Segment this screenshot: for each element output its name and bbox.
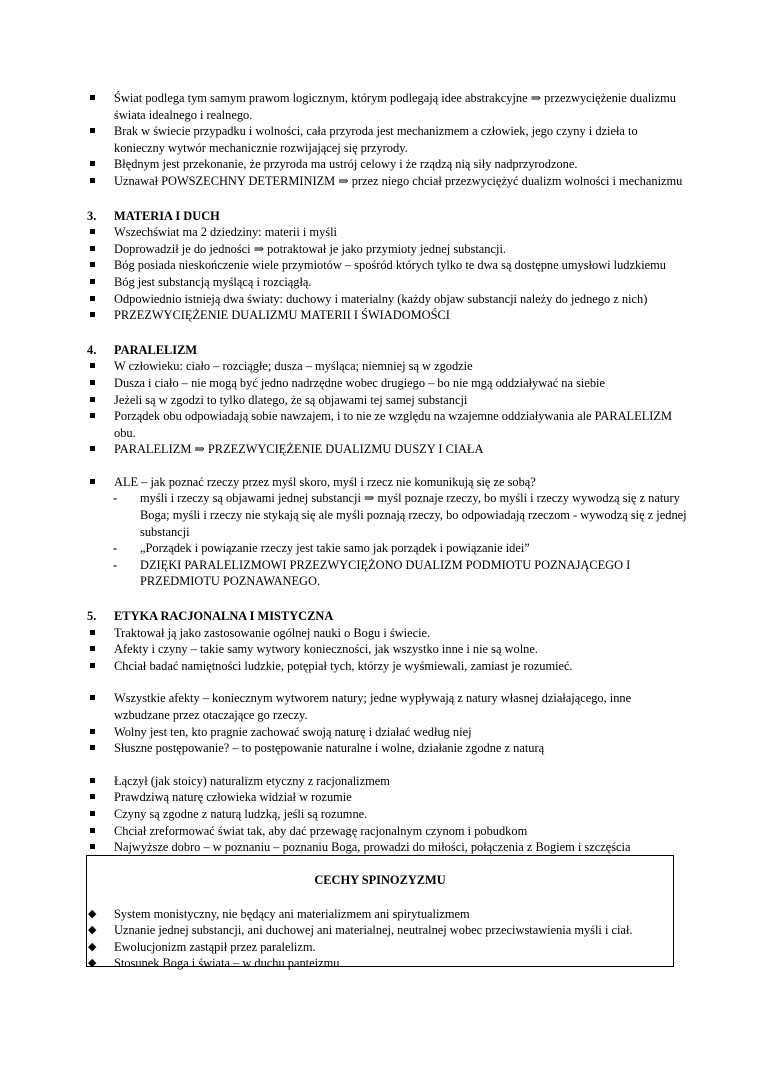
section5-group1: [87, 625, 687, 675]
list-item: Porządek obu odpowiadają sobie nawzajem, i to nie ze względu na wzajemne oddziaływania ale PARALELIZM obu.: [87, 408, 687, 441]
list-item: Czyny są zgodne z naturą ludzką, jeśli są rozumne.: [87, 806, 687, 823]
list-item: Łączył (jak stoicy) naturalizm etyczny z racjonalizmem: [87, 773, 687, 790]
section-heading: [87, 208, 687, 225]
section-heading: [87, 608, 687, 625]
list-item: PRZEZWYCIĘŻENIE DUALIZMU MATERII I ŚWIADOMOŚCI: [87, 307, 687, 324]
section5-group2: [87, 690, 687, 756]
box-list: [87, 906, 673, 972]
list-item: Brak w świecie przypadku i wolności, cała przyroda jest mechanizmem a człowiek, jego czyny i dzieła to konieczny wytwór mechanicznie rozwijającej się przyrody.: [87, 123, 687, 156]
section-title: MATERIA I DUCH: [114, 208, 220, 223]
list-item: Bóg jest substancją myślącą i rozciągłą.: [87, 274, 687, 291]
list-item: Dusza i ciało – nie mogą być jedno nadrzędne wobec drugiego – bo nie mgą oddziaływać na siebie: [87, 375, 687, 392]
list-item: Najwyższe dobro – w poznaniu – poznaniu Boga, prowadzi do miłości, połączenia z Bogiem i szczęścia: [87, 839, 687, 856]
list-item: Uznawał POWSZECHNY DETERMINIZM ⇒ przez niego chciał przezwyciężyć dualizm wolności i mechanizmu: [87, 173, 687, 190]
section3-list: [87, 224, 687, 324]
question-list: [87, 474, 687, 590]
section-number: 3.: [87, 208, 97, 223]
list-item: W człowieku: ciało – rozciągłe; dusza – myśląca; niemniej są w zgodzie: [87, 358, 687, 375]
list-item: Odpowiednio istnieją dwa światy: duchowy i materialny (każdy objaw substancji należy do jednego z nich): [87, 291, 687, 308]
section-number: 5.: [87, 609, 97, 624]
sub-list-item: - DZIĘKI PARALELIZMOWI PRZEZWYCIĘŻONO DUALIZM PODMIOTU POZNAJĄCEGO I PRZEDMIOTU POZNAWANEGO.: [87, 557, 687, 590]
summary-box: [86, 855, 674, 971]
sub-list-item: - „Porządek i powiązanie rzeczy jest takie samo jak porządek i powiązanie idei”: [87, 540, 687, 557]
list-item: ◆ Stosunek Boga i świata – w duchu panteizmu: [87, 955, 673, 972]
list-item: Wolny jest ten, kto pragnie zachować swoją naturę i działać według niej: [87, 724, 687, 741]
list-item: ◆ Ewolucjonizm zastąpił przez paralelizm.: [87, 939, 673, 956]
list-item: ALE – jak poznać rzeczy przez myśl skoro, myśl i rzecz nie komunikują się ze sobą?: [87, 474, 687, 491]
section5-group3: [87, 773, 687, 856]
list-item: PARALELIZM ⇒ PRZEZWYCIĘŻENIE DUALIZMU DUSZY I CIAŁA: [87, 441, 687, 458]
intro-list: [87, 90, 687, 190]
section-title: ETYKA RACJONALNA I MISTYCZNA: [114, 609, 334, 624]
section4-list: [87, 358, 687, 458]
section-title: PARALELIZM: [114, 342, 198, 357]
list-item: Doprowadził je do jedności ⇒ potraktował je jako przymioty jednej substancji.: [87, 241, 687, 258]
list-item: Chciał zreformować świat tak, aby dać przewagę racjonalnym czynom i pobudkom: [87, 823, 687, 840]
list-item: Chciał badać namiętności ludzkie, potępiał tych, którzy je wyśmiewali, zamiast je rozumieć.: [87, 658, 687, 675]
box-title: CECHY SPINOZYZMU: [314, 873, 446, 887]
list-item: ◆ Uznanie jednej substancji, ani duchowej ani materialnej, neutralnej wobec przeciwstawienia myśli i ciał.: [87, 922, 673, 939]
list-item: Błędnym jest przekonanie, że przyroda ma ustrój celowy i że rządzą nią siły nadprzyrodzone.: [87, 156, 687, 173]
document-body: [87, 90, 687, 856]
list-item: Świat podlega tym samym prawom logicznym, którym podlegają idee abstrakcyjne ⇒ przezwyciężenie dualizmu świata idealnego i realnego.: [87, 90, 687, 123]
list-item: Prawdziwą naturę człowieka widział w rozumie: [87, 789, 687, 806]
list-item: ◆ System monistyczny, nie będący ani materializmem ani spirytualizmem: [87, 906, 673, 923]
list-item: Afekty i czyny – takie samy wytwory konieczności, jak wszystko inne i nie są wolne.: [87, 641, 687, 658]
section-heading: [87, 342, 687, 359]
sub-list-item: - myśli i rzeczy są objawami jednej substancji ⇒ myśl poznaje rzeczy, bo myśli i rzeczy wywodzą się z natury Boga; myśli i rzeczy nie stykają się ale myśli poznają rzeczy, bo odpowiadają rzeczom - wywodzą się z jednej substancji: [87, 490, 687, 540]
section-number: 4.: [87, 342, 97, 357]
list-item: Wszechświat ma 2 dziedziny: materii i myśli: [87, 224, 687, 241]
list-item: Traktował ją jako zastosowanie ogólnej nauki o Bogu i świecie.: [87, 625, 687, 642]
list-item: Bóg posiada nieskończenie wiele przymiotów – spośród których tylko te dwa są dostępne umysłowi ludzkiemu: [87, 257, 687, 274]
list-item: Wszystkie afekty – koniecznym wytworem natury; jedne wypływają z natury własnej działającego, inne wzbudzane przez otaczające go rzeczy.: [87, 690, 687, 723]
list-item: Jeżeli są w zgodzi to tylko dlatego, że są objawami tej samej substancji: [87, 392, 687, 409]
list-item: Słuszne postępowanie? – to postępowanie naturalne i wolne, działanie zgodne z naturą: [87, 740, 687, 757]
